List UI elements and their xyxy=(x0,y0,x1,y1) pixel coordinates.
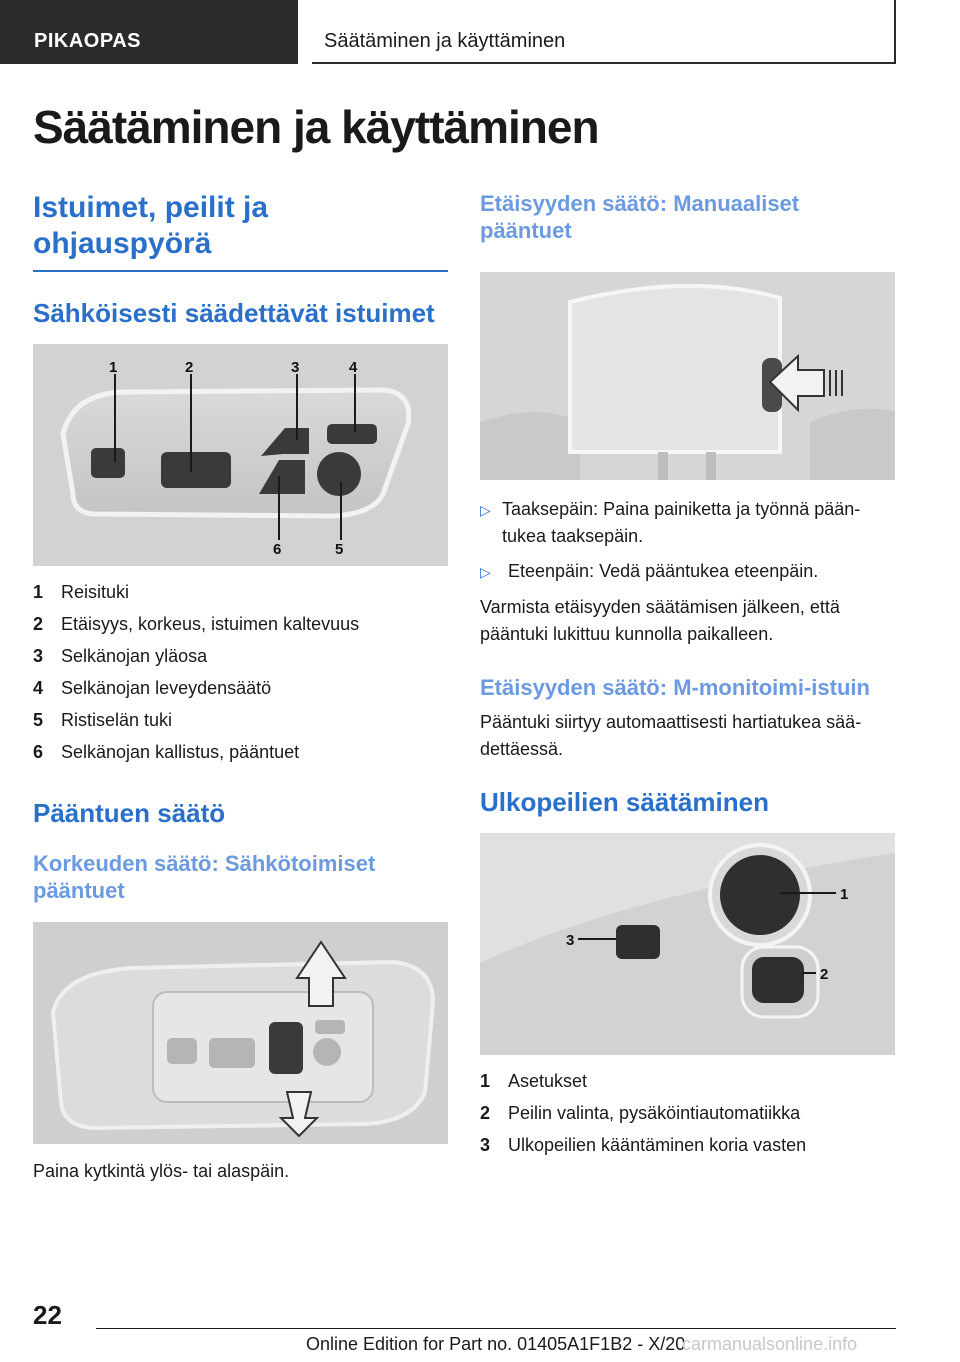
callout-1: 1 xyxy=(840,886,849,903)
m-seat-text: Pääntuki siirtyy automaattisesti hartiatukea sää-dettäessä. xyxy=(480,712,862,759)
triangle-bullet-icon: ▷ xyxy=(480,564,491,580)
left-column xyxy=(33,190,448,1185)
callout-2: 2 xyxy=(185,359,194,376)
list-item: 3 Ulkopeilien kääntäminen koria vasten xyxy=(480,1135,807,1155)
page-number: 22 xyxy=(33,1300,62,1330)
mirrors-heading: Ulkopeilien säätäminen xyxy=(480,787,769,817)
headrest-heading: Pääntuen säätö xyxy=(33,798,226,828)
list-item: ▷ Eteenpäin: Vedä pääntukea eteenpäin. xyxy=(480,558,895,586)
list-item: 5 Ristiselän tuki xyxy=(33,710,173,730)
list-item: 6 Selkänojan kallistus, pääntuet xyxy=(33,742,300,762)
list-item: 4 Selkänojan leveydensäätö xyxy=(33,678,272,698)
list-item: 2 Peilin valinta, pysäköintiautomatiikka xyxy=(480,1103,801,1123)
page-title: Säätäminen ja käyttäminen xyxy=(33,101,599,153)
section-heading: Istuimet, peilit ja ohjauspyörä xyxy=(33,190,448,272)
manual-headrest-figure xyxy=(480,272,895,480)
list-item: 2 Etäisyys, korkeus, istuimen kaltevuus xyxy=(33,614,360,634)
chapter-tab: Säätäminen ja käyttäminen xyxy=(312,0,896,64)
callout-3: 3 xyxy=(566,932,575,949)
edition-text: Online Edition for Part no. 01405A1F1B2 - X/20 xyxy=(306,1334,686,1354)
callout-2: 2 xyxy=(820,966,829,983)
mirror-controls-figure xyxy=(480,833,895,1055)
right-column xyxy=(480,190,895,1161)
m-seat-heading: Etäisyyden säätö: M-monitoimi-istuin xyxy=(480,675,870,700)
list-item: 1 Asetukset xyxy=(480,1071,588,1091)
footer-divider xyxy=(96,1328,896,1329)
seat-controls-figure xyxy=(33,344,448,566)
manual-bullets xyxy=(480,496,895,586)
height-adjust-heading: Korkeuden säätö: Sähkötoimiset pääntuet xyxy=(33,851,376,903)
manual-headrest-heading: Etäisyyden säätö: Manuaaliset pääntuet xyxy=(480,191,800,243)
callout-3: 3 xyxy=(291,359,300,376)
callout-5: 5 xyxy=(335,541,344,558)
mirror-items-list xyxy=(480,1065,895,1161)
manual-note: Varmista etäisyyden säätämisen jälkeen, että pääntuki lukittuu kunnolla paikalleen. xyxy=(480,597,840,644)
section-tab: PIKAOPAS xyxy=(0,0,298,64)
callout-1: 1 xyxy=(109,359,118,376)
callout-4: 4 xyxy=(349,359,358,376)
headrest-switch-figure xyxy=(33,922,448,1144)
height-caption: Paina kytkintä ylös- tai alaspäin. xyxy=(33,1161,290,1181)
seats-heading: Sähköisesti säädettävät istuimet xyxy=(33,298,435,328)
watermark: carmanualsonline.info xyxy=(682,1334,858,1354)
list-item: 3 Selkänojan yläosa xyxy=(33,646,208,666)
list-item: ▷ Taaksepäin: Paina painiketta ja työnnä pään-tukea taaksepäin. xyxy=(480,496,895,550)
seat-items-list xyxy=(33,576,448,768)
top-bar xyxy=(0,0,896,64)
callout-6: 6 xyxy=(273,541,282,558)
triangle-bullet-icon: ▷ xyxy=(480,502,491,518)
list-item: 1 Reisituki xyxy=(33,582,130,602)
